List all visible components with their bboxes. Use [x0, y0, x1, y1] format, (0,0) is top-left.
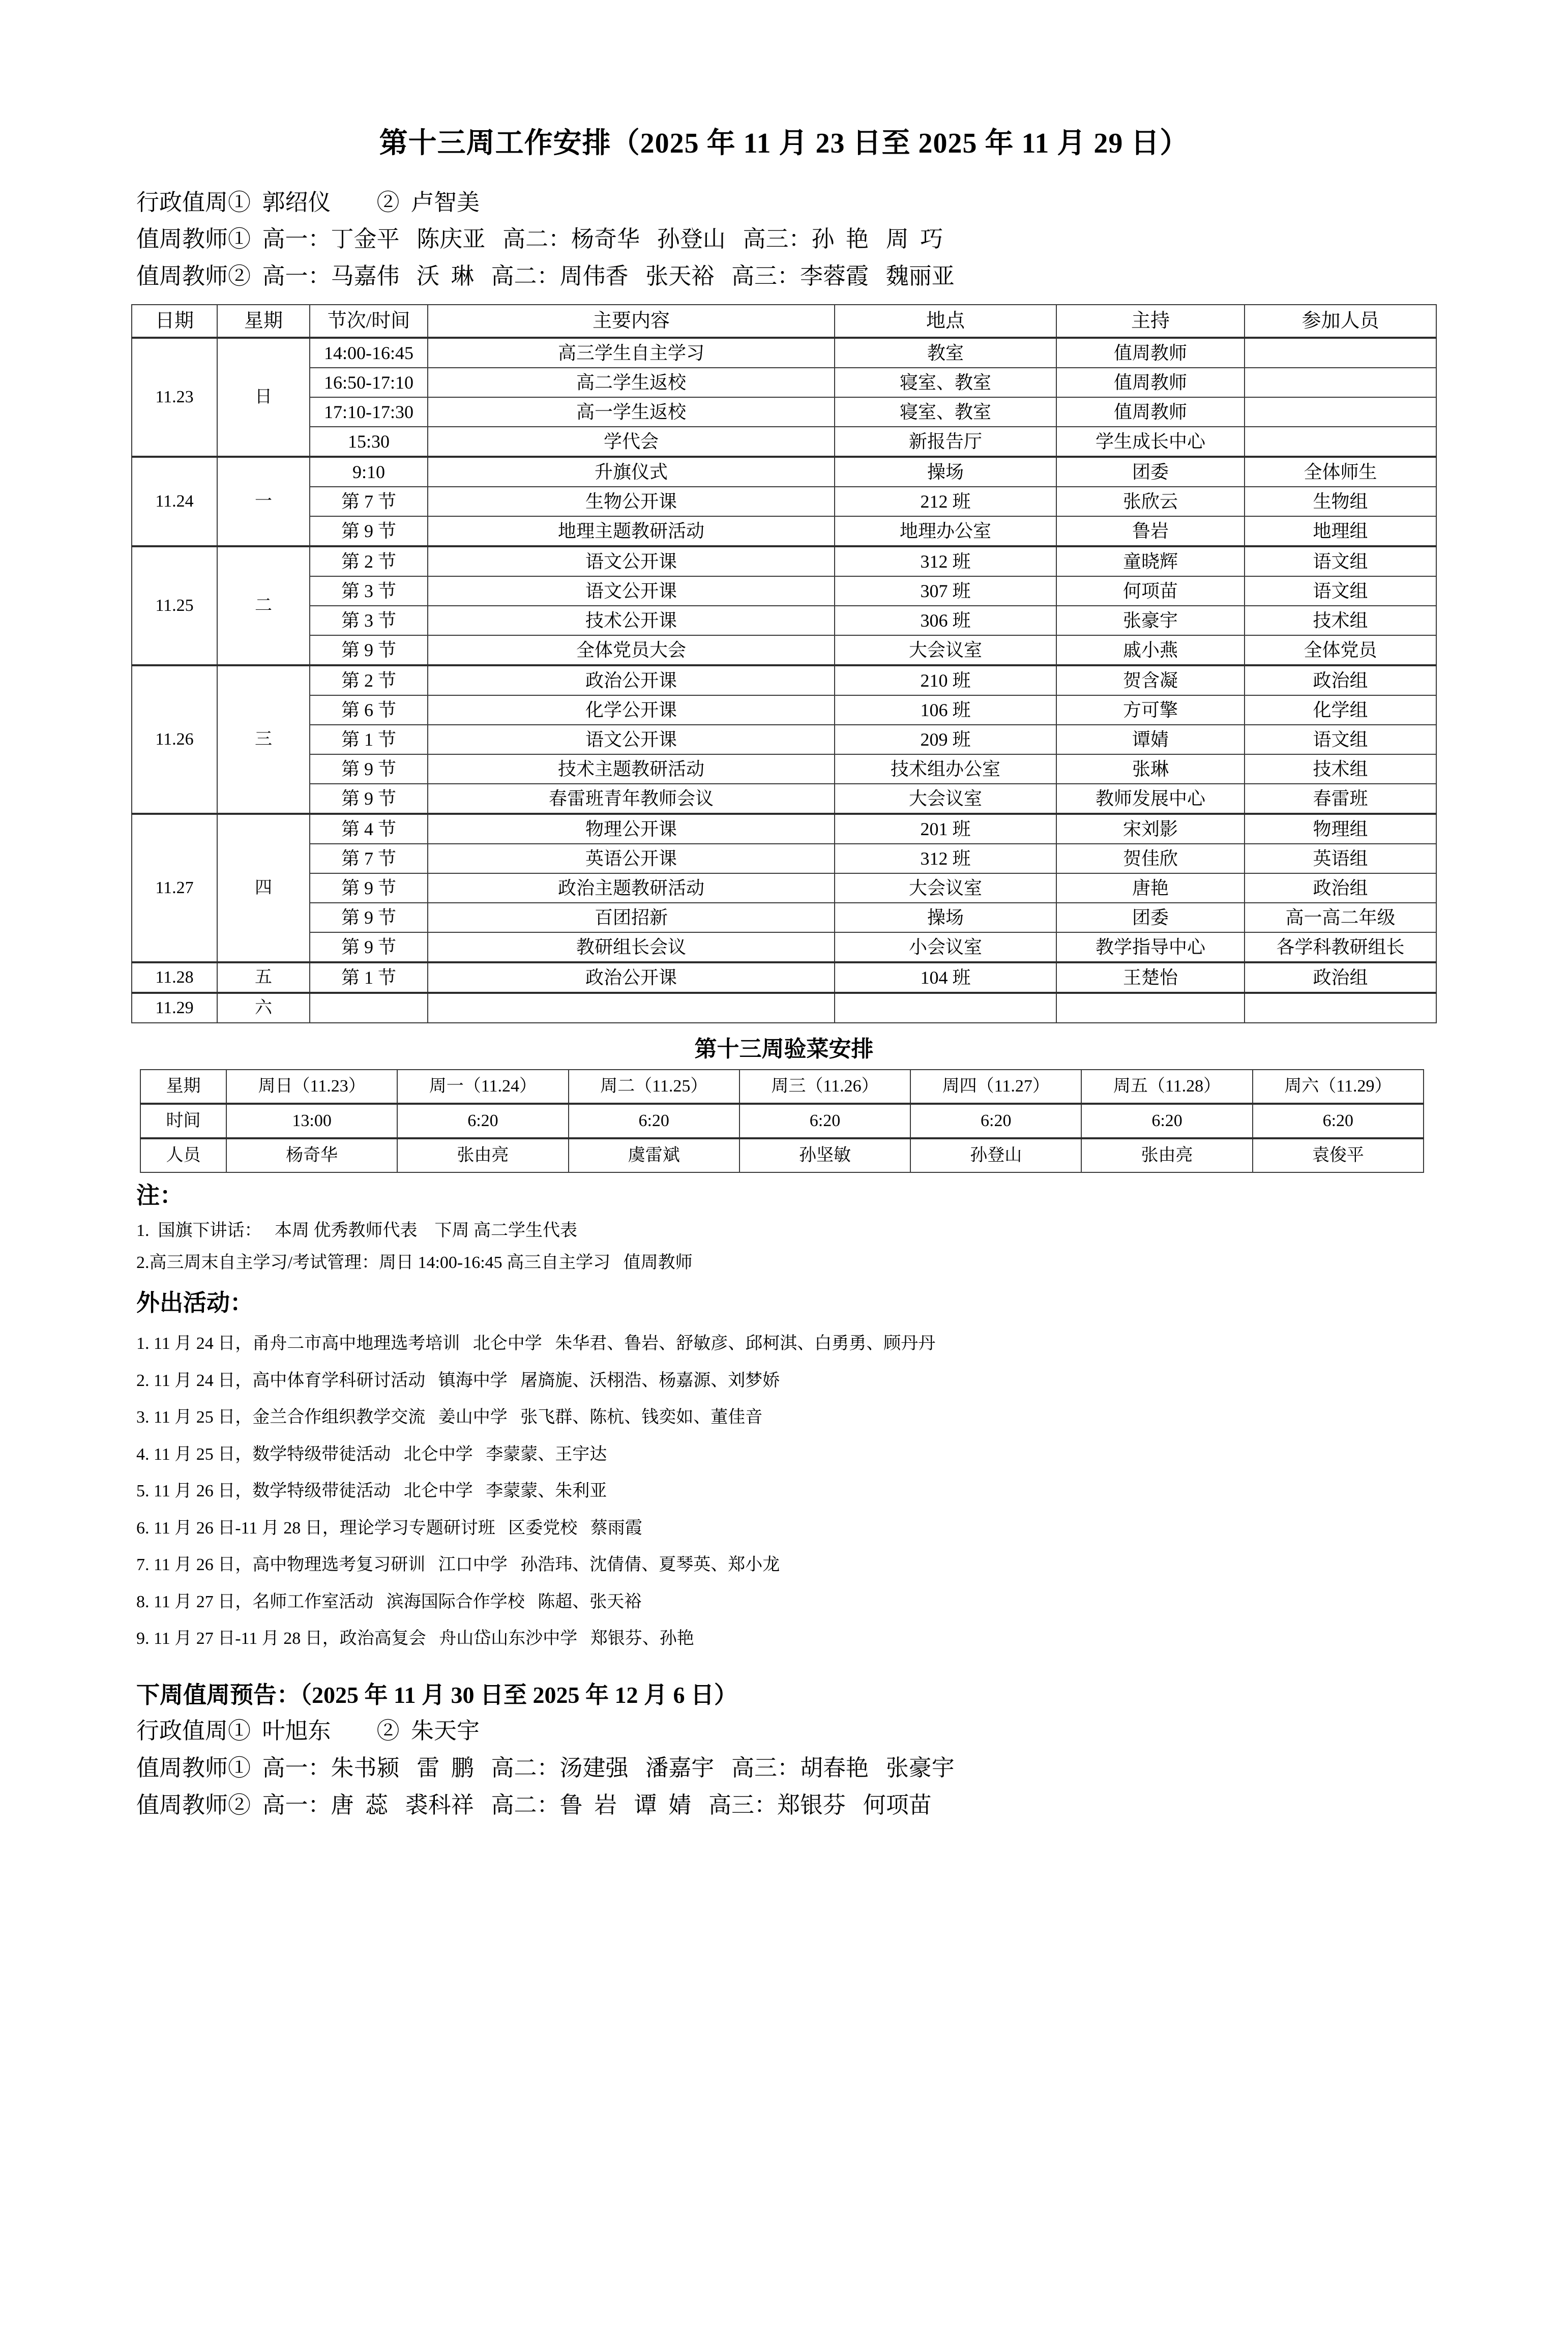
cell-slot: 14:00-16:45 — [310, 338, 428, 368]
cell-weekday: 日 — [217, 338, 310, 457]
cell-content: 技术公开课 — [428, 606, 835, 635]
cell-host: 王楚怡 — [1056, 962, 1245, 993]
cell-weekday: 六 — [217, 993, 310, 1023]
cell-date: 11.29 — [132, 993, 217, 1023]
menu-time-cell: 6:20 — [1253, 1104, 1424, 1138]
cell-place: 106 班 — [835, 695, 1056, 725]
cell-host — [1056, 993, 1245, 1023]
cell-weekday: 二 — [217, 546, 310, 665]
cell-slot: 第 7 节 — [310, 487, 428, 516]
note-item: 2.高三周末自主学习/考试管理：周日 14:00-16:45 高三自主学习 值周教师 — [136, 1253, 693, 1272]
outing-item: 3. 11 月 25 日，金兰合作组织教学交流 姜山中学 张飞群、陈杭、钱奕如、董佳音 — [136, 1408, 763, 1427]
cell-place: 技术组办公室 — [835, 754, 1056, 784]
cell-content: 政治主题教研活动 — [428, 873, 835, 903]
cell-content: 语文公开课 — [428, 546, 835, 576]
cell-slot: 第 3 节 — [310, 576, 428, 606]
cell-place: 操场 — [835, 457, 1056, 487]
cell-content: 技术主题教研活动 — [428, 754, 835, 784]
cell-slot: 17:10-17:30 — [310, 397, 428, 427]
cell-date: 11.25 — [132, 546, 217, 665]
table-row — [132, 962, 1436, 993]
cell-content: 物理公开课 — [428, 814, 835, 844]
cell-place: 大会议室 — [835, 784, 1056, 814]
table-row — [132, 457, 1436, 487]
cell-content: 生物公开课 — [428, 487, 835, 516]
duty-teacher-line-2: 值周教师② 高一：马嘉伟 沃 琳 高二：周伟香 张天裕 高三：李蓉霞 魏丽亚 — [136, 263, 955, 289]
cell-join: 全体师生 — [1245, 457, 1436, 487]
next-week-admin-line: 行政值周① 叶旭东 ② 朱天宇 — [136, 1718, 480, 1744]
cell-content: 高一学生返校 — [428, 397, 835, 427]
table-row — [132, 725, 1436, 754]
cell-content: 百团招新 — [428, 903, 835, 932]
cell-host: 戚小燕 — [1056, 635, 1245, 665]
cell-weekday: 一 — [217, 457, 310, 546]
menu-person-cell: 张由亮 — [1081, 1138, 1252, 1172]
cell-slot: 第 9 节 — [310, 635, 428, 665]
menu-weekday-cell: 周一（11.24） — [397, 1070, 568, 1104]
menu-row-label: 星期 — [140, 1070, 226, 1104]
cell-slot: 第 2 节 — [310, 665, 428, 695]
col-header-date: 日期 — [132, 305, 217, 338]
cell-place: 210 班 — [835, 665, 1056, 695]
outings-list — [0, 1333, 1568, 1650]
cell-slot: 第 9 节 — [310, 903, 428, 932]
cell-place: 312 班 — [835, 546, 1056, 576]
table-row — [132, 487, 1436, 516]
outings-heading: 外出活动： — [136, 1289, 253, 1316]
table-row — [132, 695, 1436, 725]
cell-content — [428, 993, 835, 1023]
menu-section-title: 第十三周验菜安排 — [694, 1037, 874, 1062]
cell-content: 学代会 — [428, 427, 835, 457]
cell-slot: 第 9 节 — [310, 516, 428, 546]
cell-join: 英语组 — [1245, 844, 1436, 873]
cell-weekday: 四 — [217, 814, 310, 962]
cell-host: 值周教师 — [1056, 397, 1245, 427]
menu-person-cell: 张由亮 — [397, 1138, 568, 1172]
cell-content: 全体党员大会 — [428, 635, 835, 665]
table-row — [132, 516, 1436, 546]
cell-join: 各学科教研组长 — [1245, 932, 1436, 962]
table-row — [132, 338, 1436, 368]
table-row — [132, 397, 1436, 427]
col-header-slot: 节次/时间 — [310, 305, 428, 338]
menu-time-cell: 6:20 — [739, 1104, 910, 1138]
table-header-row — [132, 305, 1436, 338]
cell-join: 语文组 — [1245, 546, 1436, 576]
table-row — [132, 903, 1436, 932]
cell-place: 大会议室 — [835, 635, 1056, 665]
cell-slot: 第 9 节 — [310, 932, 428, 962]
cell-join: 全体党员 — [1245, 635, 1436, 665]
cell-host: 学生成长中心 — [1056, 427, 1245, 457]
menu-weekday-cell: 周四（11.27） — [910, 1070, 1081, 1104]
cell-join: 地理组 — [1245, 516, 1436, 546]
cell-place: 209 班 — [835, 725, 1056, 754]
cell-join: 高一高二年级 — [1245, 903, 1436, 932]
menu-weekday-cell: 周六（11.29） — [1253, 1070, 1424, 1104]
cell-slot: 第 1 节 — [310, 725, 428, 754]
cell-place: 寝室、教室 — [835, 368, 1056, 397]
admin-duty-line: 行政值周① 郭绍仪 ② 卢智美 — [136, 189, 480, 215]
cell-slot: 第 9 节 — [310, 784, 428, 814]
menu-time-cell: 6:20 — [910, 1104, 1081, 1138]
cell-place: 306 班 — [835, 606, 1056, 635]
cell-slot: 第 1 节 — [310, 962, 428, 993]
cell-host: 团委 — [1056, 457, 1245, 487]
col-header-host: 主持 — [1056, 305, 1245, 338]
col-header-weekday: 星期 — [217, 305, 310, 338]
table-row — [132, 993, 1436, 1023]
cell-date: 11.23 — [132, 338, 217, 457]
table-row — [132, 932, 1436, 962]
schedule-table — [131, 304, 1437, 1023]
cell-date: 11.27 — [132, 814, 217, 962]
cell-content: 政治公开课 — [428, 665, 835, 695]
table-row — [132, 814, 1436, 844]
table-row — [132, 368, 1436, 397]
menu-time-cell: 6:20 — [569, 1104, 739, 1138]
menu-table-row — [140, 1138, 1424, 1172]
outing-item: 5. 11 月 26 日，数学特级带徒活动 北仑中学 李蒙蒙、朱利亚 — [136, 1482, 607, 1501]
cell-place: 地理办公室 — [835, 516, 1056, 546]
cell-content: 政治公开课 — [428, 962, 835, 993]
col-header-place: 地点 — [835, 305, 1056, 338]
cell-slot: 第 3 节 — [310, 606, 428, 635]
cell-host: 教学指导中心 — [1056, 932, 1245, 962]
menu-weekday-cell: 周五（11.28） — [1081, 1070, 1252, 1104]
menu-row-label: 人员 — [140, 1138, 226, 1172]
cell-join — [1245, 397, 1436, 427]
cell-place: 大会议室 — [835, 873, 1056, 903]
menu-weekday-cell: 周日（11.23） — [226, 1070, 397, 1104]
table-row — [132, 665, 1436, 695]
next-week-preview — [0, 1677, 1568, 1824]
duty-header-block — [0, 184, 1568, 296]
cell-host: 团委 — [1056, 903, 1245, 932]
table-row — [132, 784, 1436, 814]
table-row — [132, 427, 1436, 457]
cell-content: 高三学生自主学习 — [428, 338, 835, 368]
outing-item: 8. 11 月 27 日，名师工作室活动 滨海国际合作学校 陈超、张天裕 — [136, 1592, 642, 1611]
table-row — [132, 635, 1436, 665]
cell-join: 物理组 — [1245, 814, 1436, 844]
cell-content: 语文公开课 — [428, 725, 835, 754]
cell-slot: 第 9 节 — [310, 873, 428, 903]
cell-host: 张琳 — [1056, 754, 1245, 784]
menu-time-cell: 6:20 — [397, 1104, 568, 1138]
cell-host: 贺含凝 — [1056, 665, 1245, 695]
cell-host: 童晓辉 — [1056, 546, 1245, 576]
cell-place: 212 班 — [835, 487, 1056, 516]
cell-slot: 第 4 节 — [310, 814, 428, 844]
cell-date: 11.24 — [132, 457, 217, 546]
cell-place: 教室 — [835, 338, 1056, 368]
cell-join: 政治组 — [1245, 665, 1436, 695]
cell-host: 宋刘影 — [1056, 814, 1245, 844]
cell-join: 化学组 — [1245, 695, 1436, 725]
cell-host: 张豪宇 — [1056, 606, 1245, 635]
cell-slot: 16:50-17:10 — [310, 368, 428, 397]
next-week-teacher-line-2: 值周教师② 高一：唐 蕊 裘科祥 高二：鲁 岩 谭 婧 高三：郑银芬 何项苗 — [136, 1792, 932, 1818]
cell-join: 技术组 — [1245, 606, 1436, 635]
table-row — [132, 844, 1436, 873]
notes-section — [0, 1181, 1568, 1274]
schedule-table-wrap — [0, 304, 1568, 1023]
cell-place — [835, 993, 1056, 1023]
table-row — [132, 606, 1436, 635]
cell-date: 11.28 — [132, 962, 217, 993]
cell-content: 语文公开课 — [428, 576, 835, 606]
cell-content: 英语公开课 — [428, 844, 835, 873]
cell-date: 11.26 — [132, 665, 217, 814]
cell-join: 政治组 — [1245, 962, 1436, 993]
menu-table-row — [140, 1104, 1424, 1138]
cell-host: 贺佳欣 — [1056, 844, 1245, 873]
menu-person-cell: 虞雷斌 — [569, 1138, 739, 1172]
schedule-table-body — [132, 338, 1436, 1023]
menu-table-wrap — [0, 1069, 1568, 1173]
menu-person-cell: 杨奇华 — [226, 1138, 397, 1172]
cell-join: 政治组 — [1245, 873, 1436, 903]
cell-host: 谭婧 — [1056, 725, 1245, 754]
notes-heading: 注： — [136, 1183, 183, 1209]
table-row — [132, 546, 1436, 576]
menu-table — [140, 1069, 1424, 1173]
menu-table-row — [140, 1070, 1424, 1104]
cell-place: 307 班 — [835, 576, 1056, 606]
menu-table-body — [140, 1070, 1424, 1172]
cell-place: 操场 — [835, 903, 1056, 932]
cell-slot: 第 6 节 — [310, 695, 428, 725]
cell-join: 技术组 — [1245, 754, 1436, 784]
cell-host: 值周教师 — [1056, 368, 1245, 397]
cell-host: 值周教师 — [1056, 338, 1245, 368]
next-week-title: 下周值周预告：（2025 年 11 月 30 日至 2025 年 12 月 6 日） — [136, 1682, 737, 1708]
cell-slot: 第 9 节 — [310, 754, 428, 784]
menu-weekday-cell: 周三（11.26） — [739, 1070, 910, 1104]
menu-time-cell: 13:00 — [226, 1104, 397, 1138]
cell-slot: 15:30 — [310, 427, 428, 457]
cell-slot — [310, 993, 428, 1023]
cell-join: 春雷班 — [1245, 784, 1436, 814]
col-header-content: 主要内容 — [428, 305, 835, 338]
menu-row-label: 时间 — [140, 1104, 226, 1138]
cell-content: 高二学生返校 — [428, 368, 835, 397]
cell-weekday: 三 — [217, 665, 310, 814]
next-week-teacher-line-1: 值周教师① 高一：朱书颍 雷 鹏 高二：汤建强 潘嘉宇 高三：胡春艳 张豪宇 — [136, 1755, 955, 1781]
menu-person-cell: 袁俊平 — [1253, 1138, 1424, 1172]
cell-place: 小会议室 — [835, 932, 1056, 962]
notes-list — [136, 1220, 1466, 1275]
outing-item: 2. 11 月 24 日，高中体育学科研讨活动 镇海中学 屠旖旎、沃栩浩、杨嘉源、刘梦娇 — [136, 1371, 780, 1390]
outing-item: 6. 11 月 26 日-11 月 28 日，理论学习专题研讨班 区委党校 蔡雨霞 — [136, 1518, 642, 1538]
cell-slot: 第 2 节 — [310, 546, 428, 576]
note-item: 1. 国旗下讲话： 本周 优秀教师代表 下周 高二学生代表 — [136, 1221, 577, 1240]
cell-join — [1245, 993, 1436, 1023]
cell-place: 312 班 — [835, 844, 1056, 873]
cell-join — [1245, 368, 1436, 397]
cell-content: 教研组长会议 — [428, 932, 835, 962]
cell-host: 方可擎 — [1056, 695, 1245, 725]
cell-host: 唐艳 — [1056, 873, 1245, 903]
cell-place: 104 班 — [835, 962, 1056, 993]
menu-person-cell: 孙坚敏 — [739, 1138, 910, 1172]
cell-slot: 第 7 节 — [310, 844, 428, 873]
col-header-join: 参加人员 — [1245, 305, 1436, 338]
cell-join — [1245, 338, 1436, 368]
cell-content: 春雷班青年教师会议 — [428, 784, 835, 814]
cell-host: 何项苗 — [1056, 576, 1245, 606]
outing-item: 7. 11 月 26 日，高中物理选考复习研训 江口中学 孙浩玮、沈倩倩、夏琴英、郑小龙 — [136, 1555, 780, 1575]
menu-time-cell: 6:20 — [1081, 1104, 1252, 1138]
outing-item: 9. 11 月 27 日-11 月 28 日，政治高复会 舟山岱山东沙中学 郑银芬、孙艳 — [136, 1629, 694, 1648]
table-row — [132, 576, 1436, 606]
cell-content: 升旗仪式 — [428, 457, 835, 487]
cell-place: 201 班 — [835, 814, 1056, 844]
cell-content: 地理主题教研活动 — [428, 516, 835, 546]
schedule-table-head — [132, 305, 1436, 338]
cell-place: 新报告厅 — [835, 427, 1056, 457]
cell-join — [1245, 427, 1436, 457]
table-row — [132, 873, 1436, 903]
cell-host: 鲁岩 — [1056, 516, 1245, 546]
menu-person-cell: 孙登山 — [910, 1138, 1081, 1172]
outing-item: 1. 11 月 24 日，甬舟二市高中地理选考培训 北仑中学 朱华君、鲁岩、舒敏彦、邱柯淇、白勇勇、顾丹丹 — [136, 1334, 936, 1353]
page-title: 第十三周工作安排（2025 年 11 月 23 日至 2025 年 11 月 29 日） — [379, 128, 1189, 159]
cell-content: 化学公开课 — [428, 695, 835, 725]
cell-place: 寝室、教室 — [835, 397, 1056, 427]
cell-slot: 9:10 — [310, 457, 428, 487]
cell-join: 语文组 — [1245, 725, 1436, 754]
outing-item: 4. 11 月 25 日，数学特级带徒活动 北仑中学 李蒙蒙、王宇达 — [136, 1444, 607, 1464]
cell-join: 语文组 — [1245, 576, 1436, 606]
cell-join: 生物组 — [1245, 487, 1436, 516]
cell-weekday: 五 — [217, 962, 310, 993]
duty-teacher-line-1: 值周教师① 高一：丁金平 陈庆亚 高二：杨奇华 孙登山 高三：孙 艳 周 巧 — [136, 226, 943, 252]
cell-host: 教师发展中心 — [1056, 784, 1245, 814]
cell-host: 张欣云 — [1056, 487, 1245, 516]
menu-weekday-cell: 周二（11.25） — [569, 1070, 739, 1104]
table-row — [132, 754, 1436, 784]
